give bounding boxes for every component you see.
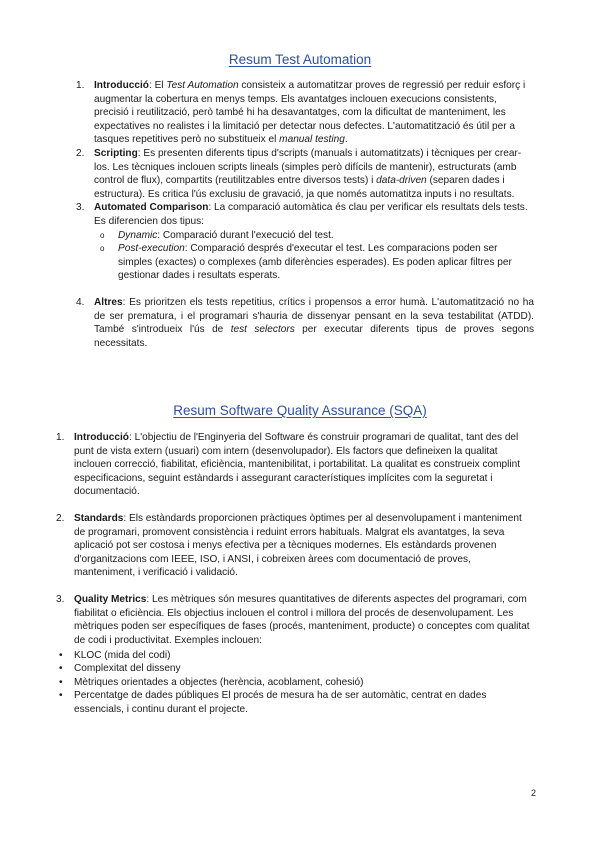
item-label: Standards: [74, 512, 124, 524]
item-italic: data-driven: [376, 175, 427, 187]
item-label: Quality Metrics: [74, 593, 147, 605]
item-label: Introducció: [74, 432, 129, 443]
sub-item-text: : Comparació després d'executar el test. Les comparacions poden ser simples (exactes) o complexes (amb diferències esperades). Es poden aplicar filtres per gestionar dades i resultats esperats.: [118, 243, 512, 282]
test-automation-list: [76, 79, 534, 350]
list-item: [76, 201, 534, 283]
circle-bullet-icon: o: [100, 244, 105, 254]
bullet-item: [56, 649, 526, 662]
bullet-item: [56, 689, 526, 716]
item-number: 4.: [76, 296, 85, 308]
bullet-item: [56, 662, 526, 675]
item-body: : Les mètriques són mesures quantitatives de diferents aspectes del programari, com fiabilitat o eficiència. Els objectius inclouen el control i millora del procés de desenvolupament. Les mètriques poden ser específiques de fases (procés, manteniment, producte) o conceptes com qualitat de codi i productivitat. Exemples inclouen:: [74, 593, 530, 646]
item-italic: manual testing: [279, 134, 345, 146]
item-label: Automated Comparison: [94, 202, 209, 214]
item-text: [74, 431, 534, 499]
item-text: [74, 593, 534, 647]
item-text: [94, 147, 534, 201]
metrics-examples-list: [56, 649, 526, 716]
item-number: 3.: [76, 202, 85, 214]
sub-list-item: [94, 242, 534, 283]
bullet-dot-icon: •: [59, 663, 63, 675]
bullet-dot-icon: •: [59, 676, 63, 688]
bullet-text: KLOC (mida del codi): [74, 650, 171, 661]
section-title-sqa: Resum Software Quality Assurance (SQA): [173, 403, 427, 418]
item-italic: test selectors: [230, 324, 295, 336]
list-item: [76, 147, 534, 201]
item-body: per executar diferents tipus de proves segons necessitats.: [94, 324, 534, 349]
list-item: [76, 79, 534, 147]
bullet-dot-icon: •: [59, 650, 63, 661]
item-body: : Es presenten diferents tipus d'scripts (manuals i automatitzats) i tècniques per crear-los. Les tècniques inclouen scripts lineals (simples però difícils de mantenir), estructurats (amb control de flux), compartits (reutilitzables entre diversos tests) i: [94, 147, 522, 187]
item-body: : El: [148, 80, 167, 91]
page-number: 2: [530, 788, 536, 798]
sqa-list: [56, 431, 534, 647]
item-body: .: [344, 134, 348, 146]
sub-item-italic: Dynamic: [118, 229, 158, 241]
sub-item-text: : Comparació durant l'execució del test.: [157, 229, 334, 241]
item-text: [74, 512, 534, 580]
item-number: 1.: [76, 80, 85, 91]
item-body: : Es prioritzen els tests repetitius, crítics i propensos a error humà. L'automatització no ha de ser prematura, i el programari s'hauria de dissenyar pensant en la seva testabilitat (ATDD). També s'introdueix l'ús de: [94, 296, 534, 336]
item-text: [94, 79, 534, 147]
item-body: (separen dades i estructura). Es critica l'ús exclusiu de gravació, ja que només automatitza inputs i no resultats.: [94, 175, 515, 200]
item-number: 2.: [76, 147, 85, 159]
item-number: 1.: [56, 432, 65, 443]
sub-item-italic: Post-execution: [118, 243, 185, 255]
list-item: [56, 593, 534, 647]
item-body: consisteix a automatitzar proves de regressió per reduir esforç i augmentar la cobertura en menys temps. Els avantatges inclouen execucions consistents, precisió i reutilització, però també hi ha desavantatges, com la dificultat de manteniment, les expectatives no realistes i la limitació per detectar nous defectes. L'automatització és útil per a tasques repetitives però no substitueix el: [94, 80, 526, 146]
item-body: : Els estàndards proporcionen pràctiques òptimes per al desenvolupament i manteniment de programari, promovent consistència i reduint errors habituals. Malgrat els avantatges, la seva aplicació pot ser costosa i menys efectiva per a tècniques modernes. Els estàndards provenen d'organitzacions com IEEE, ISO, i ANSI, i cobreixen àrees com documentació de proves, manteniment, i verificació i validació.: [74, 512, 522, 579]
item-number: 2.: [56, 512, 65, 524]
item-body: : L'objectiu de l'Enginyeria del Software és construir programari de qualitat, tant des del punt de vista extern (usuari) com intern (desenvolupador). Els factors que defineixen la qualitat inclouen correcció, fiabilitat, eficiència, mantenibilitat, i portabilitat. La qualitat es construeix complint especificacions, seguint estàndards i assegurant característiques implícites com la seguretat i documentació.: [74, 432, 521, 498]
bullet-text: Complexitat del disseny: [74, 663, 181, 675]
circle-bullet-icon: o: [100, 230, 105, 240]
list-item: [56, 431, 534, 499]
sub-list-item: [94, 229, 534, 243]
bullet-item: [56, 676, 526, 689]
bullet-dot-icon: •: [59, 690, 63, 702]
item-text: [94, 296, 534, 350]
item-body: : La comparació automàtica és clau per verificar els resultats dels tests. Es diferencien dos tipus:: [94, 202, 528, 227]
comparison-types-list: [94, 229, 534, 283]
item-label: Scripting: [94, 147, 138, 159]
item-label: Altres: [94, 296, 123, 308]
item-text: [94, 201, 534, 228]
item-italic: Test Automation: [166, 80, 239, 91]
list-item: [76, 296, 534, 350]
bullet-text: Mètriques orientades a objectes (herència, acoblament, cohesió): [74, 676, 364, 688]
list-item: [56, 512, 534, 580]
item-label: Introducció: [94, 80, 149, 91]
item-number: 3.: [56, 593, 65, 605]
section-title-test-automation: Resum Test Automation: [228, 52, 372, 67]
bullet-text: Percentatge de dades públiques El procés de mesura ha de ser automàtic, centrat en dades essencials, i continu durant el projecte.: [74, 690, 487, 715]
